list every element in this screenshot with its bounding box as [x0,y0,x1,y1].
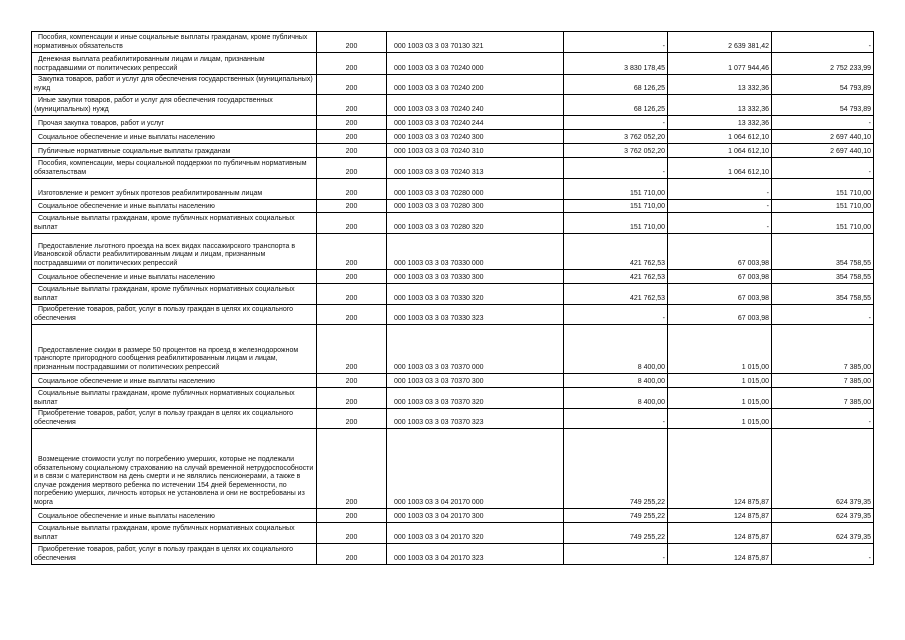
row-code-cell: 200 [317,523,387,544]
executed-amount-cell: 1 064 612,10 [668,144,772,158]
unexecuted-amount-cell: 2 752 233,99 [772,53,874,75]
row-name-cell: Социальные выплаты гражданам, кроме публичных нормативных социальных выплат [32,213,317,234]
executed-amount-cell: 1 064 612,10 [668,158,772,179]
executed-amount-cell: - [668,179,772,200]
row-name-cell: Иные закупки товаров, работ и услуг для обеспечения государственных (муниципальных) нужд [32,95,317,116]
table-row [32,544,874,565]
approved-amount-cell: - [564,158,668,179]
table-row [32,75,874,95]
table-row [32,523,874,544]
table-row [32,95,874,116]
unexecuted-amount-cell: 354 758,55 [772,284,874,305]
row-name-cell: Социальное обеспечение и иные выплаты населению [32,270,317,284]
approved-amount-cell: 68 126,25 [564,75,668,95]
executed-amount-cell: 124 875,87 [668,544,772,565]
row-kbk-cell: 000 1003 03 3 03 70370 320 [387,388,564,409]
row-code-cell: 200 [317,374,387,388]
row-code-cell: 200 [317,53,387,75]
table-row [32,200,874,213]
row-name-cell: Приобретение товаров, работ, услуг в пользу граждан в целях их социального обеспечения [32,409,317,429]
table-row [32,144,874,158]
row-name-cell: Публичные нормативные социальные выплаты гражданам [32,144,317,158]
table-row [32,509,874,523]
approved-amount-cell: 3 830 178,45 [564,53,668,75]
unexecuted-amount-cell: 624 379,35 [772,509,874,523]
unexecuted-amount-cell: - [772,32,874,53]
executed-amount-cell: 67 003,98 [668,270,772,284]
executed-amount-cell: 124 875,87 [668,429,772,509]
executed-amount-cell: 13 332,36 [668,116,772,130]
row-code-cell: 200 [317,409,387,429]
approved-amount-cell: 3 762 052,20 [564,130,668,144]
executed-amount-cell: 13 332,36 [668,95,772,116]
row-kbk-cell: 000 1003 03 3 03 70280 320 [387,213,564,234]
row-code-cell: 200 [317,32,387,53]
unexecuted-amount-cell: - [772,409,874,429]
row-name-cell: Социальное обеспечение и иные выплаты населению [32,200,317,213]
table-row [32,305,874,325]
row-code-cell: 200 [317,270,387,284]
row-kbk-cell: 000 1003 03 3 03 70240 244 [387,116,564,130]
row-name-cell: Социальное обеспечение и иные выплаты населению [32,374,317,388]
approved-amount-cell: 151 710,00 [564,179,668,200]
row-name-cell: Предоставление скидки в размере 50 процентов на проезд в железнодорожном транспорте пригородного сообщения реабилитированным лицам и лицам, признанным пострадавшими от политических репрессий [32,325,317,374]
approved-amount-cell: 749 255,22 [564,509,668,523]
row-name-cell: Социальные выплаты гражданам, кроме публичных нормативных социальных выплат [32,388,317,409]
row-kbk-cell: 000 1003 03 3 03 70330 320 [387,284,564,305]
table-row [32,284,874,305]
unexecuted-amount-cell: 7 385,00 [772,374,874,388]
row-kbk-cell: 000 1003 03 3 03 70280 300 [387,200,564,213]
unexecuted-amount-cell: - [772,116,874,130]
executed-amount-cell: 13 332,36 [668,75,772,95]
table-body [32,32,874,565]
row-kbk-cell: 000 1003 03 3 04 20170 300 [387,509,564,523]
row-kbk-cell: 000 1003 03 3 03 70130 321 [387,32,564,53]
approved-amount-cell: 8 400,00 [564,388,668,409]
table-row [32,409,874,429]
executed-amount-cell: - [668,200,772,213]
executed-amount-cell: 1 064 612,10 [668,130,772,144]
unexecuted-amount-cell: - [772,544,874,565]
executed-amount-cell: 1 015,00 [668,409,772,429]
row-code-cell: 200 [317,325,387,374]
row-kbk-cell: 000 1003 03 3 03 70240 313 [387,158,564,179]
row-kbk-cell: 000 1003 03 3 03 70330 323 [387,305,564,325]
table-row [32,158,874,179]
table-row [32,325,874,374]
row-name-cell: Пособия, компенсации и иные социальные выплаты гражданам, кроме публичных нормативных обязательств [32,32,317,53]
row-name-cell: Предоставление льготного проезда на всех видах пассажирского транспорта в Ивановской области реабилитированным лицам и лицам, признанным пострадавшими от политических репрессий [32,234,317,270]
row-name-cell: Денежная выплата реабилитированным лицам и лицам, признанным пострадавшими от политических репрессий [32,53,317,75]
table-row [32,130,874,144]
row-code-cell: 200 [317,95,387,116]
row-kbk-cell: 000 1003 03 3 04 20170 320 [387,523,564,544]
unexecuted-amount-cell: 151 710,00 [772,179,874,200]
executed-amount-cell: - [668,213,772,234]
row-name-cell: Прочая закупка товаров, работ и услуг [32,116,317,130]
row-name-cell: Социальное обеспечение и иные выплаты населению [32,130,317,144]
row-name-cell: Приобретение товаров, работ, услуг в пользу граждан в целях их социального обеспечения [32,544,317,565]
budget-report-sheet [31,31,874,565]
executed-amount-cell: 1 077 944,46 [668,53,772,75]
row-kbk-cell: 000 1003 03 3 04 20170 000 [387,429,564,509]
unexecuted-amount-cell: 624 379,35 [772,523,874,544]
row-code-cell: 200 [317,234,387,270]
row-code-cell: 200 [317,144,387,158]
approved-amount-cell: 421 762,53 [564,234,668,270]
row-code-cell: 200 [317,158,387,179]
approved-amount-cell: - [564,32,668,53]
unexecuted-amount-cell: 354 758,55 [772,234,874,270]
executed-amount-cell: 67 003,98 [668,305,772,325]
approved-amount-cell: 3 762 052,20 [564,144,668,158]
row-code-cell: 200 [317,509,387,523]
unexecuted-amount-cell: 354 758,55 [772,270,874,284]
approved-amount-cell: 8 400,00 [564,325,668,374]
approved-amount-cell: 68 126,25 [564,95,668,116]
executed-amount-cell: 124 875,87 [668,509,772,523]
table-row [32,374,874,388]
row-kbk-cell: 000 1003 03 3 03 70240 310 [387,144,564,158]
executed-amount-cell: 67 003,98 [668,234,772,270]
row-kbk-cell: 000 1003 03 3 03 70240 200 [387,75,564,95]
unexecuted-amount-cell: - [772,305,874,325]
row-name-cell: Возмещение стоимости услуг по погребению умерших, которые не подлежали обязательному социальному страхованию на случай временной нетрудоспособности и в связи с материнством на день смерти и не являлись пенсионерами, а также в случае рождения мертвого ребенка по истечении 154 дней беременности, по погребению умерших, личность которых не установлена и они не востребованы из морга [32,429,317,509]
executed-amount-cell: 1 015,00 [668,325,772,374]
approved-amount-cell: - [564,116,668,130]
row-code-cell: 200 [317,130,387,144]
row-kbk-cell: 000 1003 03 3 03 70240 000 [387,53,564,75]
row-name-cell: Социальные выплаты гражданам, кроме публичных нормативных социальных выплат [32,523,317,544]
row-name-cell: Изготовление и ремонт зубных протезов реабилитированным лицам [32,179,317,200]
unexecuted-amount-cell: 54 793,89 [772,95,874,116]
table-row [32,179,874,200]
row-kbk-cell: 000 1003 03 3 03 70240 300 [387,130,564,144]
table-row [32,234,874,270]
row-name-cell: Пособия, компенсации, меры социальной поддержки по публичным нормативным обязательствам [32,158,317,179]
row-kbk-cell: 000 1003 03 3 03 70330 000 [387,234,564,270]
table-row [32,116,874,130]
executed-amount-cell: 124 875,87 [668,523,772,544]
unexecuted-amount-cell: 624 379,35 [772,429,874,509]
row-code-cell: 200 [317,200,387,213]
row-kbk-cell: 000 1003 03 3 03 70330 300 [387,270,564,284]
row-code-cell: 200 [317,284,387,305]
approved-amount-cell: 151 710,00 [564,213,668,234]
row-code-cell: 200 [317,75,387,95]
row-code-cell: 200 [317,116,387,130]
approved-amount-cell: 151 710,00 [564,200,668,213]
approved-amount-cell: 749 255,22 [564,523,668,544]
row-name-cell: Приобретение товаров, работ, услуг в пользу граждан в целях их социального обеспечения [32,305,317,325]
row-name-cell: Социальное обеспечение и иные выплаты населению [32,509,317,523]
row-kbk-cell: 000 1003 03 3 03 70370 000 [387,325,564,374]
table-row [32,270,874,284]
approved-amount-cell: - [564,544,668,565]
unexecuted-amount-cell: 151 710,00 [772,213,874,234]
row-kbk-cell: 000 1003 03 3 03 70370 300 [387,374,564,388]
row-code-cell: 200 [317,429,387,509]
approved-amount-cell: - [564,409,668,429]
row-kbk-cell: 000 1003 03 3 04 20170 323 [387,544,564,565]
table-row [32,213,874,234]
unexecuted-amount-cell: 2 697 440,10 [772,130,874,144]
table-row [32,429,874,509]
row-name-cell: Социальные выплаты гражданам, кроме публичных нормативных социальных выплат [32,284,317,305]
executed-amount-cell: 1 015,00 [668,388,772,409]
row-kbk-cell: 000 1003 03 3 03 70370 323 [387,409,564,429]
row-name-cell: Закупка товаров, работ и услуг для обеспечения государственных (муниципальных) нужд [32,75,317,95]
table-row [32,388,874,409]
unexecuted-amount-cell: 54 793,89 [772,75,874,95]
unexecuted-amount-cell: 7 385,00 [772,388,874,409]
unexecuted-amount-cell: 2 697 440,10 [772,144,874,158]
approved-amount-cell: 8 400,00 [564,374,668,388]
row-code-cell: 200 [317,544,387,565]
row-code-cell: 200 [317,388,387,409]
approved-amount-cell: 749 255,22 [564,429,668,509]
row-kbk-cell: 000 1003 03 3 03 70240 240 [387,95,564,116]
approved-amount-cell: - [564,305,668,325]
budget-execution-table [31,31,874,565]
unexecuted-amount-cell: - [772,158,874,179]
row-code-cell: 200 [317,305,387,325]
executed-amount-cell: 67 003,98 [668,284,772,305]
table-row [32,32,874,53]
table-row [32,53,874,75]
unexecuted-amount-cell: 151 710,00 [772,200,874,213]
executed-amount-cell: 1 015,00 [668,374,772,388]
row-code-cell: 200 [317,179,387,200]
approved-amount-cell: 421 762,53 [564,270,668,284]
approved-amount-cell: 421 762,53 [564,284,668,305]
row-code-cell: 200 [317,213,387,234]
unexecuted-amount-cell: 7 385,00 [772,325,874,374]
row-kbk-cell: 000 1003 03 3 03 70280 000 [387,179,564,200]
executed-amount-cell: 2 639 381,42 [668,32,772,53]
